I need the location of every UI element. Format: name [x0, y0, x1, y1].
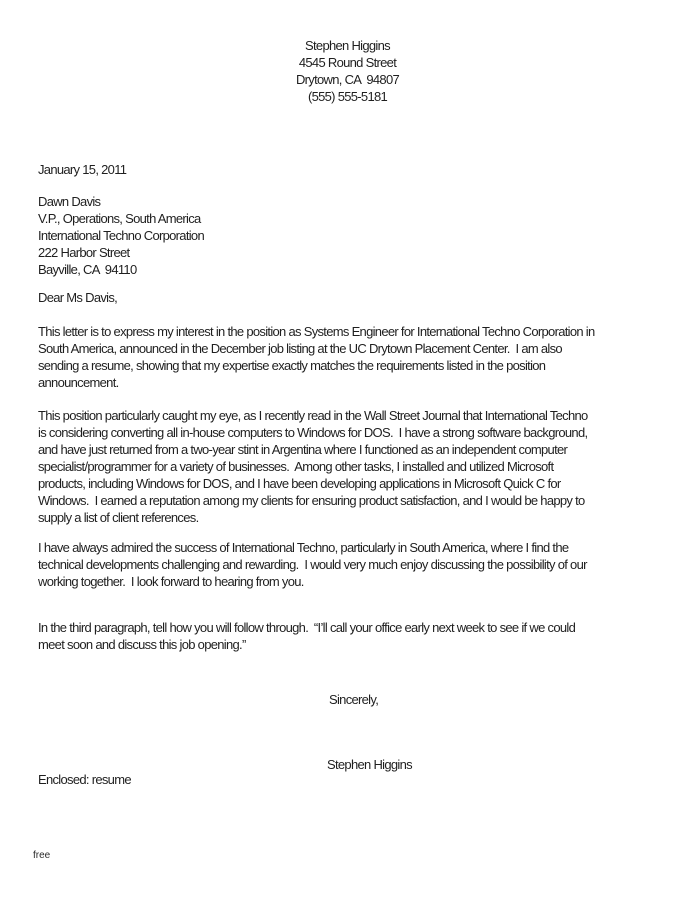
- paragraph-1: [38, 323, 595, 391]
- letter-date: January 15, 2011: [38, 162, 127, 177]
- paragraph-line: products, including Windows for DOS, and I have been developing applications in Microsoft Quick C for: [38, 476, 561, 491]
- paragraph-line: technical developments challenging and rewarding. I would very much enjoy discussing the possibility of our: [38, 557, 587, 572]
- paragraph-line: and have just returned from a two-year stint in Argentina where I functioned as an independent computer: [38, 442, 568, 457]
- valediction: Sincerely,: [329, 692, 379, 707]
- paragraph-line: I have always admired the success of International Techno, particularly in South America, where I find the: [38, 540, 569, 555]
- recipient-title: V.P., Operations, South America: [38, 211, 201, 226]
- paragraph-line: In the third paragraph, tell how you will follow through. “I’ll call your office early next week to see if we could: [38, 620, 576, 635]
- paragraph-line: meet soon and discuss this job opening.”: [38, 637, 246, 652]
- sender-street: 4545 Round Street: [298, 55, 397, 70]
- signature-name: Stephen Higgins: [327, 757, 412, 772]
- enclosure-note: Enclosed: resume: [38, 772, 131, 787]
- paragraph-line: This letter is to express my interest in the position as Systems Engineer for International Techno Corporation in: [38, 324, 595, 339]
- recipient-name: Dawn Davis: [38, 194, 101, 209]
- sender-name: Stephen Higgins: [305, 38, 390, 53]
- sender-phone: (555) 555-5181: [307, 89, 388, 104]
- recipient-street: 222 Harbor Street: [38, 245, 130, 260]
- page-footer-note: free: [33, 850, 51, 861]
- paragraph-line: announcement.: [38, 375, 119, 390]
- recipient-city-state-zip: Bayville, CA 94110: [38, 262, 137, 277]
- paragraph-2: [38, 407, 588, 526]
- sender-city-state-zip: Drytown, CA 94807: [295, 72, 400, 87]
- paragraph-line: supply a list of client references.: [38, 510, 199, 525]
- paragraph-line: South America, announced in the December job listing at the UC Drytown Placement Center. I am also: [38, 341, 562, 356]
- paragraph-line: working together. I look forward to hearing from you.: [38, 574, 304, 589]
- recipient-company: International Techno Corporation: [38, 228, 204, 243]
- paragraph-4: [38, 619, 575, 653]
- paragraph-line: specialist/programmer for a variety of businesses. Among other tasks, I installed and utilized Microsoft: [38, 459, 554, 474]
- sender-address-block: [0, 37, 695, 105]
- salutation: Dear Ms Davis,: [38, 290, 118, 305]
- paragraph-line: Windows. I earned a reputation among my clients for ensuring product satisfaction, and I would be happy to: [38, 493, 585, 508]
- paragraph-line: sending a resume, showing that my expertise exactly matches the requirements listed in the position: [38, 358, 546, 373]
- recipient-address-block: [38, 193, 204, 278]
- paragraph-line: is considering converting all in-house computers to Windows for DOS. I have a strong software background,: [38, 425, 588, 440]
- paragraph-line: This position particularly caught my eye, as I recently read in the Wall Street Journal that International Techno: [38, 408, 588, 423]
- paragraph-3: [38, 539, 587, 590]
